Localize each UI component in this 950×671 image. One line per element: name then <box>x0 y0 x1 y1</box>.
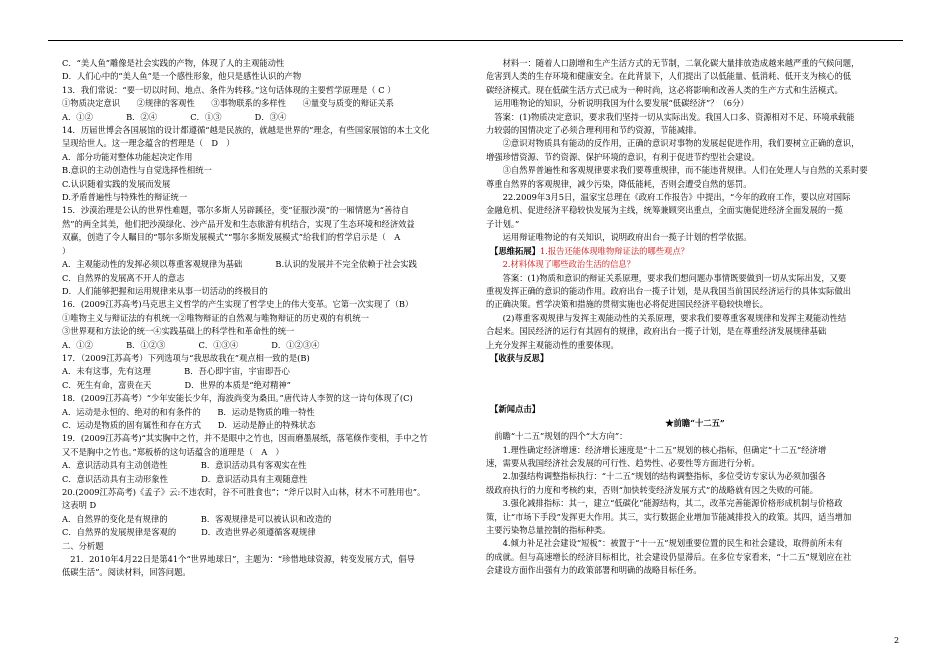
text-line: C．自然界的发展离不开人的意志 <box>62 272 185 283</box>
text-line: ①物质决定意识 ②规律的客观性 ③事物联系的多样性 ④量变与质变的辩证关系 <box>62 98 394 109</box>
text-line: ） <box>62 245 71 256</box>
text-line: 14．历届世博会各国展馆的设计都遵循“越是民族的，就越是世界的”理念，有些国家展馆的本土文化 <box>62 125 430 136</box>
text-line: 级政府执行的力度和考核约束，否则“加快转变经济发展方式”的战略就有因之失败的可能。 <box>486 484 819 495</box>
text-line: 20.(2009江苏高考)《孟子》云:不违农时，谷不可胜食也”；“斧斤以时入山林，材木不可胜用也”。 <box>62 487 426 497</box>
text-line: 21．2010年4月22日是第41个“世界地球日”，主题为：“珍惜地球资源，转变发展方式，倡导 <box>62 554 415 565</box>
text-line: ③自然界普遍性和客观规律要求我们要尊重规律，而不能违背规律。人们在处理人与自然的关系时要 <box>486 165 868 176</box>
text-line: 这表明 D <box>62 500 97 511</box>
text-line: A．意识活动具有主动创造性 B．意识活动具有客观实在性 <box>62 460 307 471</box>
harvest-heading: 【收获与反思】 <box>494 352 549 363</box>
right-column <box>486 57 904 578</box>
text-line: 15．沙漠治理是公认的世界性难题，鄂尔多斯人另辟蹊径，变“征服沙漠”的一厢情愿为“善待自 <box>62 205 409 216</box>
text-line: 低碳生活”。阅读材料，回答问题。 <box>62 567 191 578</box>
text-line: 19．(2009江苏高考)“其实胸中之竹，并不是眼中之竹也，因而磨墨展纸，落笔倏作变相，手中之竹 <box>62 433 428 444</box>
material-one-block <box>486 57 904 245</box>
text-line: 前瞻“十二五”规划的四个“大方向”： <box>486 431 628 442</box>
text-line: A．主观能动性的发挥必须以尊重客观规律为基础 B.认识的发展并不完全依赖于社会实践 <box>62 259 417 270</box>
text-line: 子计划。” <box>486 218 520 229</box>
page-number: 2 <box>894 636 900 645</box>
text-line: 的成就。但与高速增长的经济目标相比，社会建设仍显滞后。在多位专家看来，“十二五”规划应在社 <box>486 551 852 562</box>
text-line: 22.2009年3月5日，温家宝总理在《政府工作报告》中提出，“今年的政府工作，要以应对国际 <box>486 192 851 203</box>
text-line: C．意识活动具有主动形象性 D．意识活动具有主观随意性 <box>62 473 308 484</box>
text-line: A．①② B．①②③ C．①③④ D．①②③④ <box>62 339 320 350</box>
text-line: 18．(2009江苏高考）“少年安能长少年，海波尚变为桑田。”唐代诗人李贺的这一诗句体现了(C) <box>62 393 413 404</box>
text-line: 2.加强结构调整指标执行：“十二五”规划的结构调整指标，多位受访专家认为必须加强各 <box>486 471 826 482</box>
text-line: 答案：(1)物质决定意识，要求我们坚持一切从实际出发。我国人口多、资源相对不足、环境承载能 <box>486 111 855 122</box>
text-line: C．自然界的发展规律是客观的 D．改造世界必须遵循客观规律 <box>62 527 316 538</box>
text-line: 上充分发挥主观能动性的重要体现。 <box>486 339 619 350</box>
text-line: 会建设方面作出强有力的政策部署和明确的战略目标任务。 <box>486 565 702 576</box>
text-line: 材料一：随着人口剧增和生产生活方式的无节制，二氧化碳大量排放造成越来越严重的气候问题， <box>486 58 860 68</box>
twelfth-five-year-block <box>486 430 904 577</box>
text-line: 危害到人类的生存环境和健康安全。在此背景下，人们提出了以低能量、低消耗、低开支为核心的低 <box>486 71 852 82</box>
text-line: ②意识对物质具有能动的反作用，正确的意识对事物的发展起促进作用，我们要树立正确的意识， <box>486 138 860 149</box>
text-line: 16．(2009江苏高考)马克思主义哲学的产生实现了哲学史上的伟大变革。它第一次实现了（B） <box>62 299 414 310</box>
text-line: 又不是胸中之竹也。”郑板桥的这句话蕴含的道理是（ A ） <box>62 446 284 457</box>
text-line: 4.倾力补足社会建设“短板”：被置于“十一五”规划重要位置的民生和社会建设，取得前所未有 <box>486 538 843 549</box>
thinking-heading: 【思维拓展】 <box>494 245 540 256</box>
text-line: 增强珍惜资源、节约资源、保护环境的意识，有利于促进节约型社会建设。 <box>486 151 760 162</box>
text-line: 的正确决策。哲学决策和措施的贯彻实施也必将促进国民经济平稳较快增长。 <box>486 299 769 310</box>
text-line: 速，需要从我国经济社会发展的可行性、趋势性、必要性等方面进行分析。 <box>486 457 760 468</box>
text-line: 策，让“市场下手段”发挥更大作用。其三，实行数据企业增加节能减排投入的政策。其四，适当增加 <box>486 511 852 522</box>
text-line: 答案：(1)物质和意识的辩证关系原理，要求我们想问题办事情既要做到一切从实际出发，又要 <box>486 272 847 283</box>
text-line: C．死生有命，富贵在天 D．世界的本质是“绝对精神” <box>62 379 291 390</box>
text-line: 运用唯物论的知识，分析说明我国为什么要发展“低碳经济”？（6分） <box>486 98 749 109</box>
answer-block <box>486 272 904 352</box>
text-line: A．运动是永恒的、绝对的和有条件的 B．运动是物质的唯一特性 <box>62 406 315 417</box>
text-line: D.矛盾普遍性与特殊性的辩证统一 <box>62 192 188 203</box>
text-line: 13．我们常说：“要一切以时间、地点、条件为转移。”这句话体现的主要哲学原理是（ C ） <box>62 84 396 95</box>
text-line: C．“美人鱼”雕像是社会实践的产物，体现了人的主观能动性 <box>62 58 285 68</box>
text-line: 尊重自然界的客观规律，减少污染，降低能耗，否则会遭受自然的惩罚。 <box>486 178 752 189</box>
text-line: 力较弱的国情决定了必须合理利用和节约资源，节能减排。 <box>486 125 702 136</box>
header-rule <box>48 40 903 41</box>
harvest-reflection-line <box>486 352 904 365</box>
text-line: A．①② B．②④ C．①③ D．③④ <box>62 111 287 122</box>
left-column <box>62 57 474 580</box>
text-line: 碳经济模式。现在低碳生活方式已成为一种时尚，这必将影响和改善人类的生产方式和生活模式。 <box>486 84 843 95</box>
text-line: C．运动是物质的固有属性和存在方式 D．运动是静止的特殊状态 <box>62 419 316 430</box>
text-line: C.认识随着实践的发展而发展 <box>62 178 171 189</box>
text-line: ③世界观和方法论的统一④实践基础上的科学性和革命性的统一 <box>62 326 295 337</box>
text-line: A．自然界的变化是有规律的 B．客观规律是可以被认识和改造的 <box>62 513 332 524</box>
text-line: 二、分析题 <box>62 540 104 551</box>
text-line: 17．（2009江苏高考）下列选项与“我思故我在”观点相一致的是(B) <box>62 352 310 363</box>
news-heading: 【新闻点击】 <box>494 404 540 415</box>
text-line: 合起来。国民经济的运行有其固有的规律，政府出台一揽子计划，是在尊重经济发展规律基础 <box>486 326 827 337</box>
text-line: 主要污染物总量控制的指标种类。 <box>486 525 611 535</box>
text-line: D．人们能够把握和运用规律来从事一切活动的终极目的 <box>62 285 268 296</box>
text-line: 运用辩证唯物论的有关知识，说明政府出台一揽子计划的哲学依据。 <box>486 232 752 243</box>
thinking-question-1: 1.报告还能体现唯物辩证法的哪些观点？ <box>539 245 689 256</box>
text-line: D．人们心中的“美人鱼”是一个感性形象，他只是感性认识的产物 <box>62 71 302 82</box>
text-line: 重视发挥正确的意识的能动作用。政府出台一揽子计划，是从我国当前国民经济运行的具体实际做出 <box>486 285 852 296</box>
text-line: A．部分功能对整体功能起决定作用 <box>62 151 193 162</box>
text-line: 金融危机、促进经济平稳较快发展为主线，统筹兼顾突出重点，全面实施促进经济全面发展的一揽 <box>486 205 843 216</box>
text-line: 双赢，创造了令人瞩目的“鄂尔多斯发展模式”“鄂尔多斯发展模式”给我们的哲学启示是（ A <box>62 232 401 243</box>
text-line: 呈现给世人。这一理念蕴含的哲理是（ D ） <box>62 138 235 149</box>
news-click-line <box>486 403 904 416</box>
text-line: B.意识的主动创造性与自觉选择性相统一 <box>62 165 212 176</box>
news-title: ★前瞻“十二五” <box>665 417 725 428</box>
text-line: ①唯物主义与辩证法的有机统一②唯物辩证的自然观与唯物辩证的历史观的有机统一 <box>62 312 369 323</box>
thinking-question-2-line <box>486 258 904 271</box>
thinking-expansion <box>486 245 904 258</box>
thinking-question-2: 2.材料体现了哪些政治生活的信息？ <box>502 259 635 270</box>
text-line: 1.理性确定经济增速：经济增长速度是“十二五”规划的核心指标，但确定“十二五”经济增 <box>486 444 827 455</box>
text-line: 然”的两全其美，他们把沙漠绿化、沙产品开发和生态旅游有机结合，实现了生态环境和经济效益 <box>62 218 415 229</box>
text-line: 3.强化减排指标：其一，建立“低碳化”能源结构，其二，改革完善能源价格形成机制与价格政 <box>486 498 843 509</box>
text-line: A．未有这事，先有这理 B．吾心即宇宙，宇宙即吾心 <box>62 366 290 377</box>
text-line: (2)尊重客观规律与发挥主观能动性的关系原理，要求我们要尊重客观规律和发挥主观能动性结 <box>486 312 847 323</box>
